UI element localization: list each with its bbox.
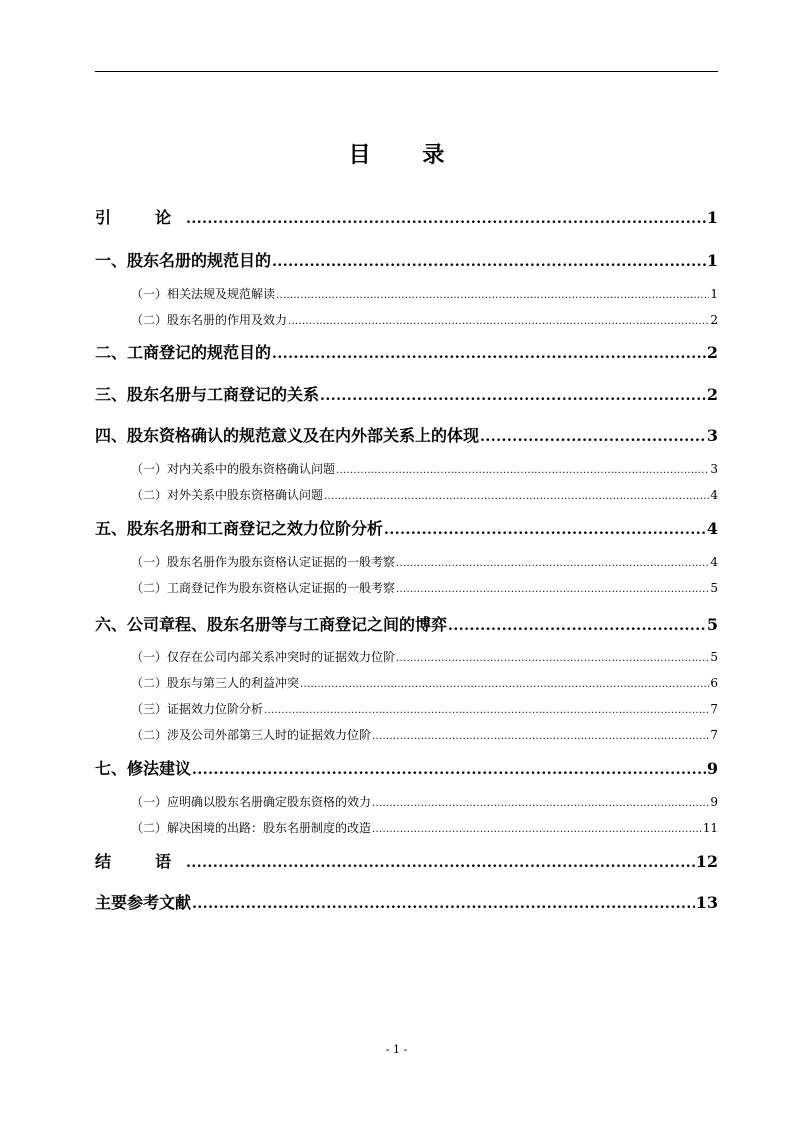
toc-entry-section-4-1[interactable] xyxy=(131,459,718,479)
toc-leader-dots xyxy=(372,820,702,840)
toc-entry-page: 2 xyxy=(706,385,718,404)
toc-entry-page: 2 xyxy=(710,313,718,327)
toc-entry-label: （一）应明确以股东名册确定股东资格的效力 xyxy=(131,795,372,809)
toc-entry-page: 1 xyxy=(706,208,718,227)
toc-leader-dots xyxy=(336,461,709,481)
toc-entry-section-6-1[interactable] xyxy=(131,647,718,667)
toc-entry-label: （一）股东名册作为股东资格认定证据的一般考察 xyxy=(131,555,396,569)
toc-leader-dots xyxy=(300,675,709,695)
toc-entry-label: （二）股东与第三人的利益冲突 xyxy=(131,676,300,690)
toc-entry-chapter-4[interactable] xyxy=(95,424,718,448)
toc-entry-page: 1 xyxy=(706,251,718,270)
toc-entry-label: 引 论 xyxy=(95,208,186,227)
toc-leader-dots xyxy=(396,649,709,669)
toc-entry-page: 2 xyxy=(706,343,718,362)
toc-entry-label: 六、公司章程、股东名册等与工商登记之间的博弈 xyxy=(95,615,448,634)
toc-entry-label: 七、修法建议 xyxy=(95,759,192,778)
toc-leader-dots xyxy=(186,851,695,875)
toc-entry-chapter-6[interactable] xyxy=(95,613,718,637)
toc-entry-label: 结 语 xyxy=(95,852,186,871)
toc-entry-section-6-3[interactable] xyxy=(131,699,718,719)
toc-leader-dots xyxy=(192,758,706,782)
toc-entry-section-7-2[interactable] xyxy=(131,818,718,838)
toc-leader-dots xyxy=(480,425,706,449)
toc-entry-label: （二）涉及公司外部第三人时的证据效力位阶 xyxy=(131,728,372,742)
toc-entry-label: （二）解决困境的出路：股东名册制度的改造 xyxy=(131,821,372,835)
toc-entry-page: 7 xyxy=(710,728,718,742)
toc-entry-label: 一、股东名册的规范目的 xyxy=(95,251,272,270)
toc-entry-conclusion[interactable] xyxy=(95,850,718,874)
toc-leader-dots xyxy=(186,207,706,231)
toc-entry-page: 6 xyxy=(710,676,718,690)
toc-entry-chapter-2[interactable] xyxy=(95,341,718,365)
toc-entry-section-6-4[interactable] xyxy=(131,725,718,745)
toc-entry-label: （三）证据效力位阶分析 xyxy=(131,702,264,716)
toc-leader-dots xyxy=(372,794,709,814)
page-number: - 1 - xyxy=(385,1043,408,1056)
toc-entry-page: 9 xyxy=(710,795,718,809)
toc-entry-label: 三、股东名册与工商登记的关系 xyxy=(95,385,320,404)
toc-entry-page: 5 xyxy=(710,581,718,595)
toc-entry-page: 1 xyxy=(710,287,718,301)
toc-entry-label: 五、股东名册和工商登记之效力位阶分析 xyxy=(95,519,384,538)
toc-leader-dots xyxy=(396,580,709,600)
toc-entry-section-5-2[interactable] xyxy=(131,578,718,598)
toc-leader-dots xyxy=(272,250,706,274)
toc-entry-section-5-1[interactable] xyxy=(131,552,718,572)
toc-entry-page: 11 xyxy=(702,821,718,835)
toc-entry-page: 5 xyxy=(706,615,718,634)
toc-entry-label: （一）相关法规及规范解读 xyxy=(131,287,276,301)
header-rule xyxy=(95,71,718,72)
toc-entry-page: 3 xyxy=(710,462,718,476)
page-title: 目 录 xyxy=(348,143,467,168)
toc-entry-chapter-1[interactable] xyxy=(95,249,718,273)
toc-entry-page: 5 xyxy=(710,650,718,664)
toc-entry-section-1-1[interactable] xyxy=(131,284,718,304)
toc-entry-label: （二）对外关系中股东资格确认问题 xyxy=(131,488,324,502)
toc-entry-chapter-3[interactable] xyxy=(95,383,718,407)
toc-entry-label: 二、工商登记的规范目的 xyxy=(95,343,272,362)
toc-entry-chapter-5[interactable] xyxy=(95,517,718,541)
toc-leader-dots xyxy=(384,518,706,542)
toc-entry-section-7-1[interactable] xyxy=(131,792,718,812)
toc-leader-dots xyxy=(324,487,709,507)
toc-entry-section-6-2[interactable] xyxy=(131,673,718,693)
toc-entry-label: 四、股东资格确认的规范意义及在内外部关系上的体现 xyxy=(95,426,480,445)
toc-entry-page: 13 xyxy=(695,893,718,912)
toc-entry-page: 4 xyxy=(706,519,718,538)
toc-leader-dots xyxy=(448,614,706,638)
toc-entry-label: 主要参考文献 xyxy=(95,893,192,912)
toc-entry-page: 12 xyxy=(695,852,718,871)
toc-leader-dots xyxy=(192,892,695,916)
toc-entry-label: （一）对内关系中的股东资格确认问题 xyxy=(131,462,336,476)
toc-entry-page: 4 xyxy=(710,488,718,502)
toc-leader-dots xyxy=(396,554,709,574)
toc-leader-dots xyxy=(288,312,709,332)
toc-entry-chapter-7[interactable] xyxy=(95,757,718,781)
toc-entry-page: 3 xyxy=(706,426,718,445)
toc-entry-references[interactable] xyxy=(95,891,718,915)
toc-leader-dots xyxy=(320,384,706,408)
toc-leader-dots xyxy=(272,342,706,366)
toc-entry-page: 7 xyxy=(710,702,718,716)
toc-entry-section-1-2[interactable] xyxy=(131,310,718,330)
toc-leader-dots xyxy=(372,727,709,747)
toc-entry-label: （一）仅存在公司内部关系冲突时的证据效力位阶 xyxy=(131,650,396,664)
toc-entry-section-4-2[interactable] xyxy=(131,485,718,505)
toc-entry-label: （二）工商登记作为股东资格认定证据的一般考察 xyxy=(131,581,396,595)
toc-entry-introduction[interactable] xyxy=(95,206,718,230)
toc-entry-page: 4 xyxy=(710,555,718,569)
toc-leader-dots xyxy=(276,286,709,306)
toc-entry-label: （二）股东名册的作用及效力 xyxy=(131,313,288,327)
toc-leader-dots xyxy=(264,701,709,721)
toc-entry-page: 9 xyxy=(706,759,718,778)
